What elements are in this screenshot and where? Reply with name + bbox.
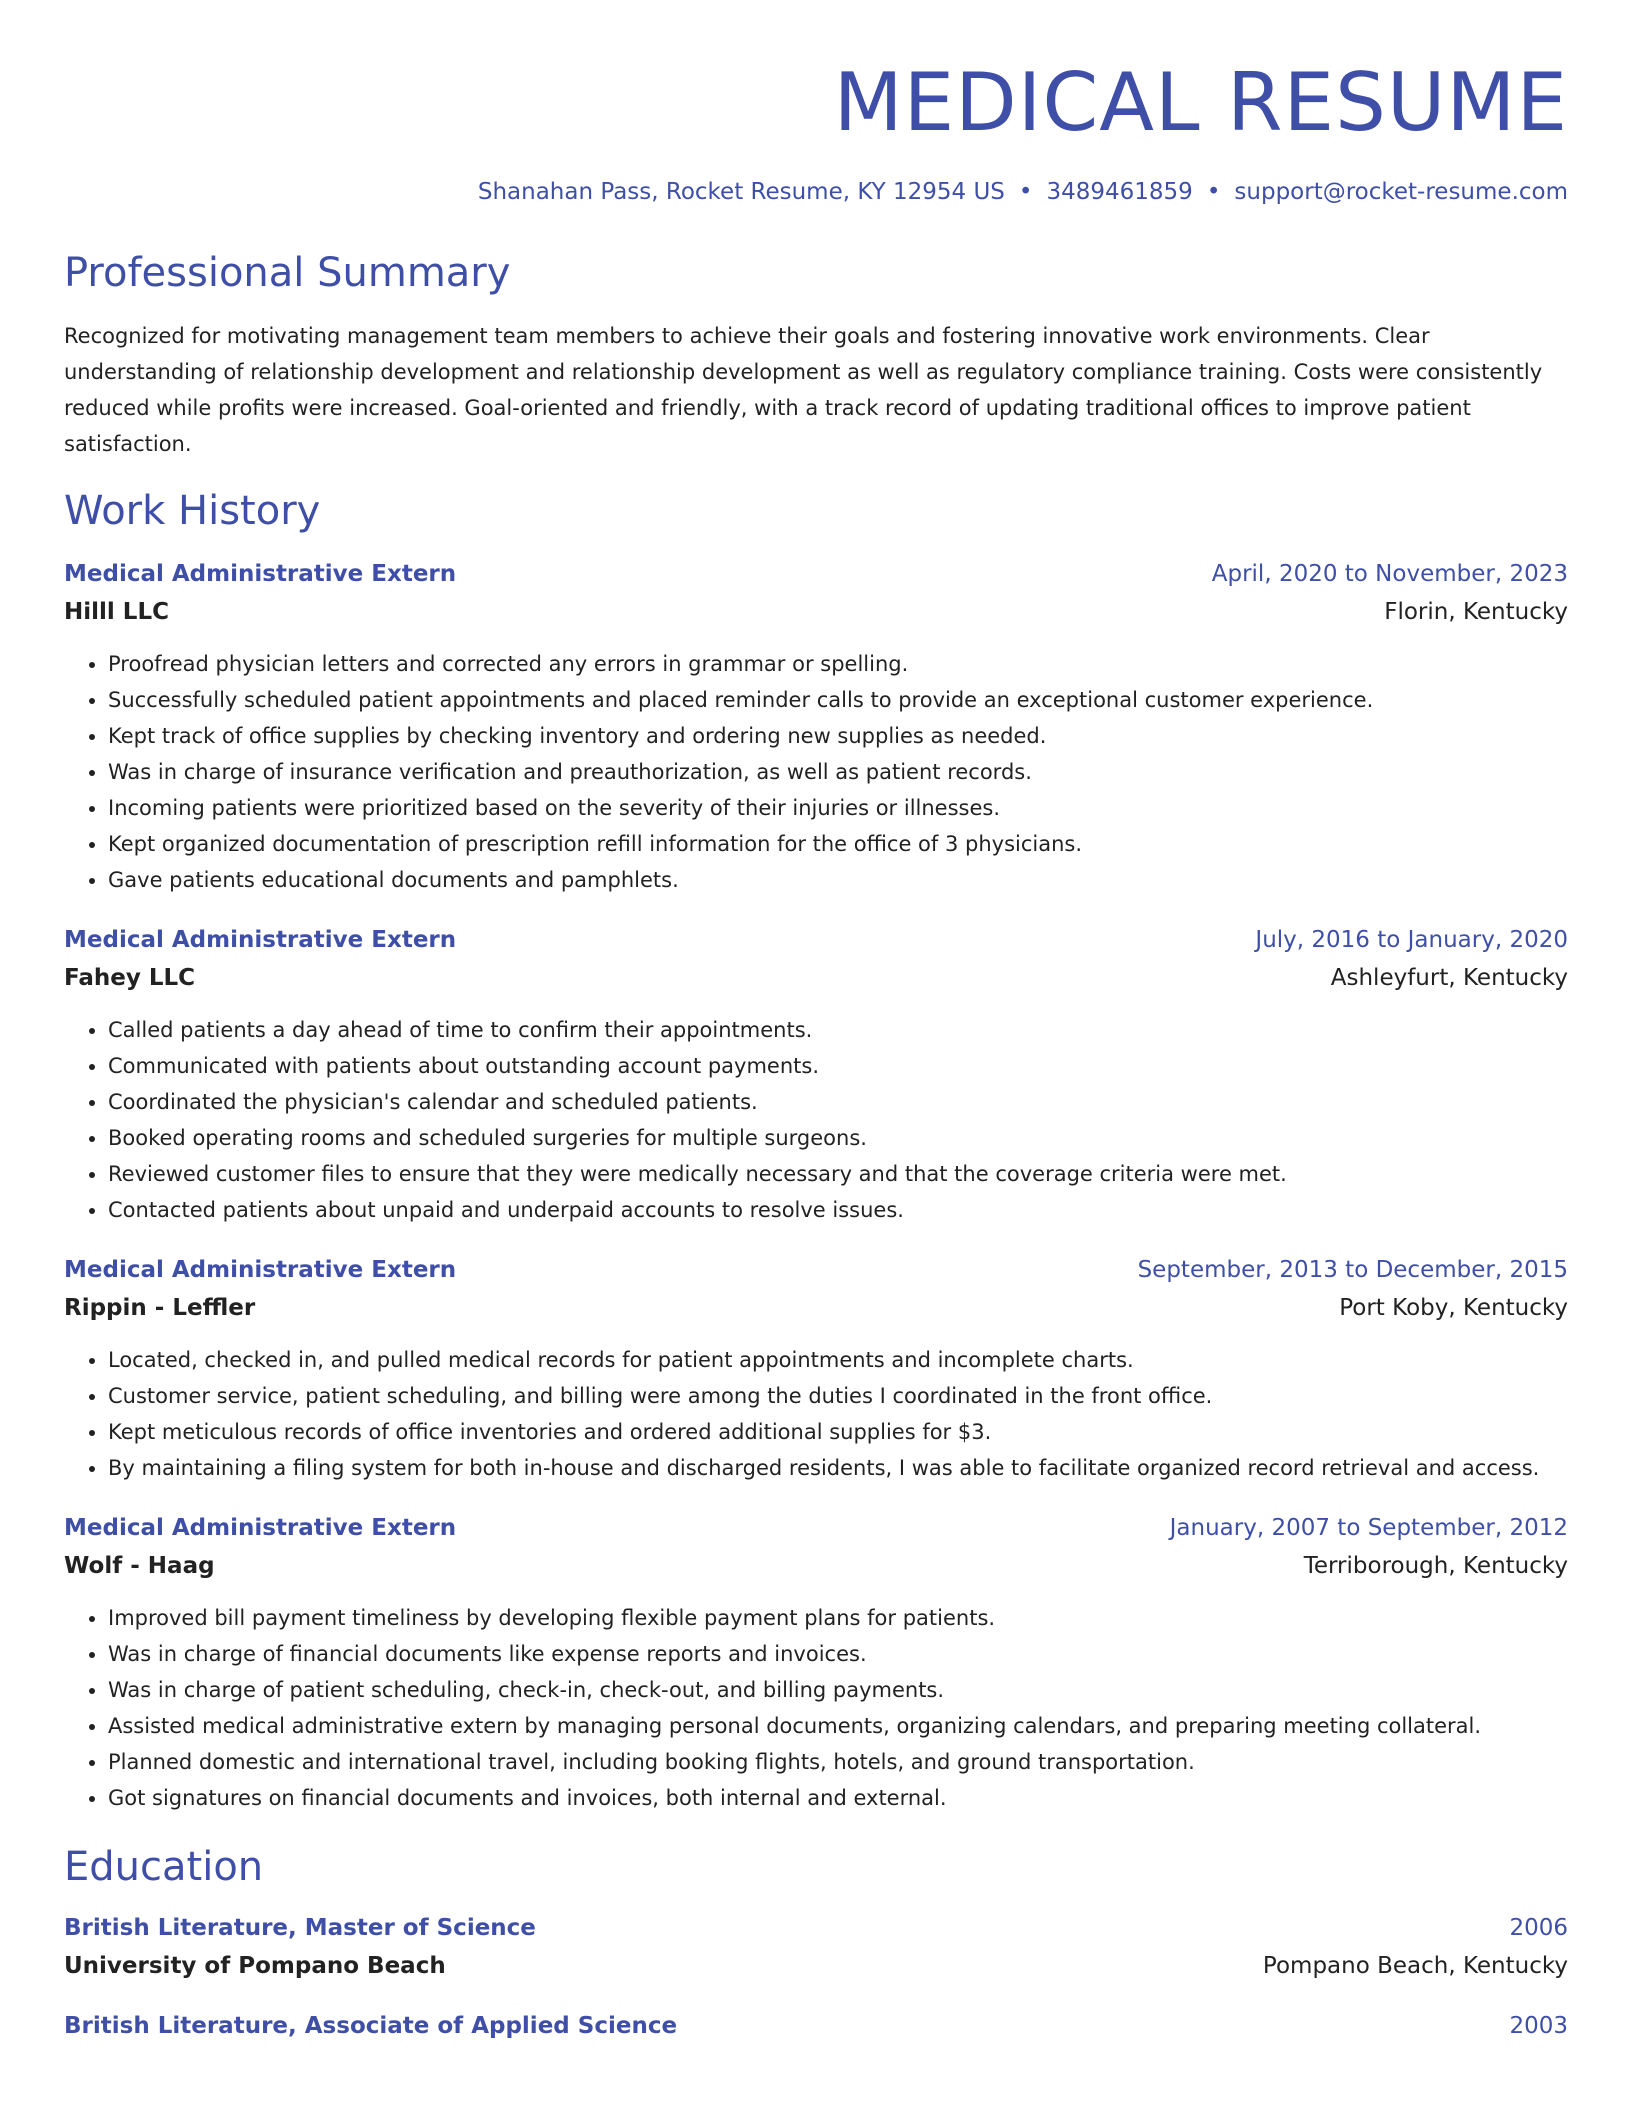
education-entry <box>64 1910 1568 1986</box>
job-bullet: • Reviewed customer files to ensure that they were medically necessary and that the coverage criteria were met. <box>108 1156 1568 1192</box>
job-bullet-list <box>64 1342 1568 1486</box>
education-degree-row <box>64 2008 1568 2044</box>
job-bullet-list <box>64 1600 1568 1816</box>
education-entry <box>64 2008 1568 2044</box>
job-bullet: • Was in charge of patient scheduling, check-in, check-out, and billing payments. <box>108 1672 1568 1708</box>
job-bullet: • Located, checked in, and pulled medical records for patient appointments and incomplete charts. <box>108 1342 1568 1378</box>
job-bullet: • Got signatures on financial documents and invoices, both internal and external. <box>108 1780 1568 1816</box>
job-role: Medical Administrative Extern <box>64 927 457 953</box>
contact-address: Shanahan Pass, Rocket Resume, KY 12954 US <box>477 179 1005 205</box>
contact-phone: 3489461859 <box>1046 179 1193 205</box>
job-role: Medical Administrative Extern <box>64 561 457 587</box>
job-entry <box>64 1252 1568 1486</box>
job-entry <box>64 922 1568 1228</box>
job-bullet: • Planned domestic and international travel, including booking flights, hotels, and ground transportation. <box>108 1744 1568 1780</box>
education-school-row <box>64 1946 1568 1986</box>
job-bullet: • Booked operating rooms and scheduled surgeries for multiple surgeons. <box>108 1120 1568 1156</box>
education-location: Pompano Beach, Kentucky <box>1262 1953 1568 1979</box>
summary-heading: Professional Summary <box>64 250 511 296</box>
job-company-row <box>64 958 1568 998</box>
job-bullet: • Assisted medical administrative extern by managing personal documents, organizing calendars, and preparing meeting collateral. <box>108 1708 1568 1744</box>
job-bullet: • Was in charge of financial documents like expense reports and invoices. <box>108 1636 1568 1672</box>
resume-title: MEDICAL RESUME <box>833 56 1568 149</box>
job-bullet: • Proofread physician letters and corrected any errors in grammar or spelling. <box>108 646 1568 682</box>
job-entry <box>64 556 1568 898</box>
job-bullet: • Was in charge of insurance verification and preauthorization, as well as patient records. <box>108 754 1568 790</box>
job-role: Medical Administrative Extern <box>64 1515 457 1541</box>
job-bullet: • Kept meticulous records of office inventories and ordered additional supplies for $3. <box>108 1414 1568 1450</box>
education-heading: Education <box>64 1844 264 1890</box>
contact-separator: • <box>1018 179 1033 205</box>
job-company: Rippin - Leffler <box>64 1295 256 1321</box>
work-history-list <box>64 556 1568 1816</box>
education-year: 2003 <box>1509 2013 1568 2039</box>
education-year: 2006 <box>1509 1915 1568 1941</box>
resume-page <box>64 0 1568 2044</box>
education-list <box>64 1910 1568 2044</box>
job-bullet: • Customer service, patient scheduling, and billing were among the duties I coordinated in the front office. <box>108 1378 1568 1414</box>
job-entry <box>64 1510 1568 1816</box>
education-degree-row <box>64 1910 1568 1946</box>
job-bullet: • Incoming patients were prioritized based on the severity of their injuries or illnesses. <box>108 790 1568 826</box>
job-bullet-list <box>64 646 1568 898</box>
job-bullet: • Communicated with patients about outstanding account payments. <box>108 1048 1568 1084</box>
job-bullet: • By maintaining a filing system for both in-house and discharged residents, I was able to facilitate organized record retrieval and access. <box>108 1450 1568 1486</box>
education-degree: British Literature, Master of Science <box>64 1915 536 1941</box>
job-location: Terriborough, Kentucky <box>1303 1553 1568 1579</box>
job-location: Port Koby, Kentucky <box>1339 1295 1568 1321</box>
job-company-row <box>64 1288 1568 1328</box>
job-title-row <box>64 1510 1568 1546</box>
job-bullet-list <box>64 1012 1568 1228</box>
job-company: Wolf - Haag <box>64 1553 215 1579</box>
job-company: Hilll LLC <box>64 599 169 625</box>
work-history-heading: Work History <box>64 488 321 534</box>
job-dates: January, 2007 to September, 2012 <box>1169 1515 1568 1541</box>
job-dates: July, 2016 to January, 2020 <box>1255 927 1568 953</box>
job-bullet: • Kept track of office supplies by checking inventory and ordering new supplies as needed. <box>108 718 1568 754</box>
job-title-row <box>64 1252 1568 1288</box>
education-degree: British Literature, Associate of Applied Science <box>64 2013 678 2039</box>
job-company-row <box>64 1546 1568 1586</box>
job-bullet: • Gave patients educational documents and pamphlets. <box>108 862 1568 898</box>
job-location: Florin, Kentucky <box>1384 599 1568 625</box>
education-school: University of Pompano Beach <box>64 1953 446 1979</box>
contact-email[interactable]: support@rocket-resume.com <box>1234 179 1568 205</box>
job-bullet: • Contacted patients about unpaid and underpaid accounts to resolve issues. <box>108 1192 1568 1228</box>
job-bullet: • Kept organized documentation of prescription refill information for the office of 3 physicians. <box>108 826 1568 862</box>
job-bullet: • Coordinated the physician's calendar and scheduled patients. <box>108 1084 1568 1120</box>
job-bullet: • Called patients a day ahead of time to confirm their appointments. <box>108 1012 1568 1048</box>
job-bullet: • Successfully scheduled patient appointments and placed reminder calls to provide an exceptional customer experience. <box>108 682 1568 718</box>
contact-separator: • <box>1206 179 1221 205</box>
job-location: Ashleyfurt, Kentucky <box>1330 965 1568 991</box>
job-company-row <box>64 592 1568 632</box>
job-title-row <box>64 556 1568 592</box>
job-company: Fahey LLC <box>64 965 196 991</box>
contact-line <box>64 176 1568 208</box>
job-title-row <box>64 922 1568 958</box>
job-dates: September, 2013 to December, 2015 <box>1137 1257 1568 1283</box>
job-bullet: • Improved bill payment timeliness by developing flexible payment plans for patients. <box>108 1600 1568 1636</box>
job-dates: April, 2020 to November, 2023 <box>1211 561 1568 587</box>
job-role: Medical Administrative Extern <box>64 1257 457 1283</box>
summary-text: Recognized for motivating management team members to achieve their goals and fostering innovative work environments. Clear understanding of relationship development and relationship development as well as regulatory compliance training. Costs were consistently reduced while profits were increased. Goal-oriented and friendly, with a track record of updating traditional offices to improve patient satisfaction. <box>64 324 1543 456</box>
